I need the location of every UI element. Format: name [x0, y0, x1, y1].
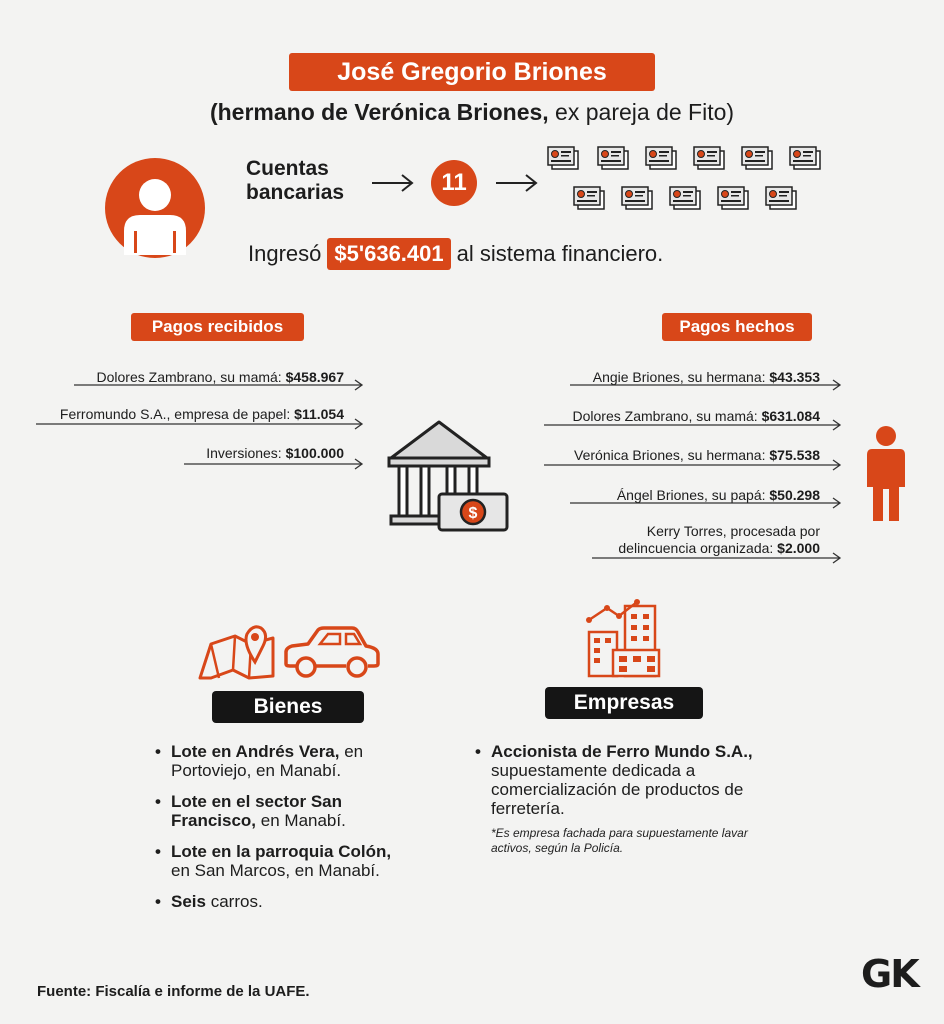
company-buildings-icon	[585, 598, 663, 680]
income-amount: $5'636.401	[327, 238, 450, 270]
made-item: Dolores Zambrano, su mamá: $631.084	[572, 408, 820, 424]
bank-cards-icons	[545, 140, 835, 224]
source-footnote: Fuente: Fiscalía e informe de la UAFE.	[37, 983, 310, 1000]
bank-card-icon	[646, 147, 676, 169]
svg-text:$: $	[468, 505, 478, 522]
arrow-right-icon	[570, 498, 840, 508]
page-title: José Gregorio Briones	[289, 53, 655, 91]
gk-logo: GK	[861, 952, 918, 996]
bank-card-icon	[622, 187, 652, 209]
list-item: • Lote en la parroquia Colón, en San Marcos, en Manabí.	[155, 842, 395, 880]
list-item: • Lote en el sector San Francisco, en Manabí.	[155, 792, 395, 830]
list-item: • Seis carros.	[155, 892, 395, 911]
accounts-count: 11	[431, 160, 477, 206]
empresas-title: Empresas	[545, 687, 703, 719]
bank-building-icon	[385, 418, 510, 534]
page-subtitle: (hermano de Verónica Briones, ex pareja de Fito)	[209, 99, 735, 125]
arrow-right-icon	[544, 460, 840, 470]
arrow-right-icon	[184, 459, 362, 469]
made-item: Verónica Briones, su hermana: $75.538	[574, 447, 820, 463]
bank-card-icon	[742, 147, 772, 169]
person-icon	[863, 425, 909, 523]
accounts-label: Cuentas bancarias	[246, 157, 345, 204]
made-item: Kerry Torres, procesada por delincuencia organizada: $2.000	[618, 523, 820, 556]
bank-card-icon	[766, 187, 796, 209]
made-arrows	[540, 378, 846, 568]
income-statement: Ingresó $5'636.401 al sistema financiero.	[248, 238, 663, 270]
received-item: Inversiones: $100.000	[206, 445, 344, 461]
list-item: • Accionista de Ferro Mundo S.A., supuestamente dedicada a comercialización de productos de ferretería.	[475, 742, 785, 818]
bank-card-icon	[790, 147, 820, 169]
bank-card-icon	[574, 187, 604, 209]
arrow-right-icon	[592, 553, 840, 563]
arrow-right-icon	[370, 173, 416, 193]
arrow-right-icon	[74, 380, 362, 390]
bank-card-icon	[670, 187, 700, 209]
bank-card-icon	[598, 147, 628, 169]
empresas-list	[475, 742, 785, 822]
received-title: Pagos recibidos	[131, 313, 304, 341]
bank-card-icon	[694, 147, 724, 169]
made-item: Angie Briones, su hermana: $43.353	[592, 369, 820, 385]
avatar-icon	[104, 157, 206, 259]
arrow-right-icon	[36, 419, 362, 429]
bienes-title: Bienes	[212, 691, 364, 723]
received-item: Ferromundo S.A., empresa de papel: $11.054	[59, 406, 344, 422]
list-item: • Lote en Andrés Vera, en Portoviejo, en Manabí.	[155, 742, 395, 780]
made-title: Pagos hechos	[662, 313, 812, 341]
received-item: Dolores Zambrano, su mamá: $458.967	[96, 369, 344, 385]
car-icon	[282, 624, 382, 680]
arrow-right-icon	[544, 420, 840, 430]
bank-card-icon	[718, 187, 748, 209]
map-pin-icon	[197, 622, 277, 682]
bank-card-icon	[548, 147, 578, 169]
made-item: Ángel Briones, su papá: $50.298	[616, 487, 820, 503]
received-arrows	[34, 377, 366, 473]
arrow-right-icon	[570, 380, 840, 390]
empresas-note: *Es empresa fachada para supuestamente lavar activos, según la Policía.	[491, 826, 748, 855]
arrow-right-icon	[494, 173, 540, 193]
bienes-list	[155, 742, 395, 923]
